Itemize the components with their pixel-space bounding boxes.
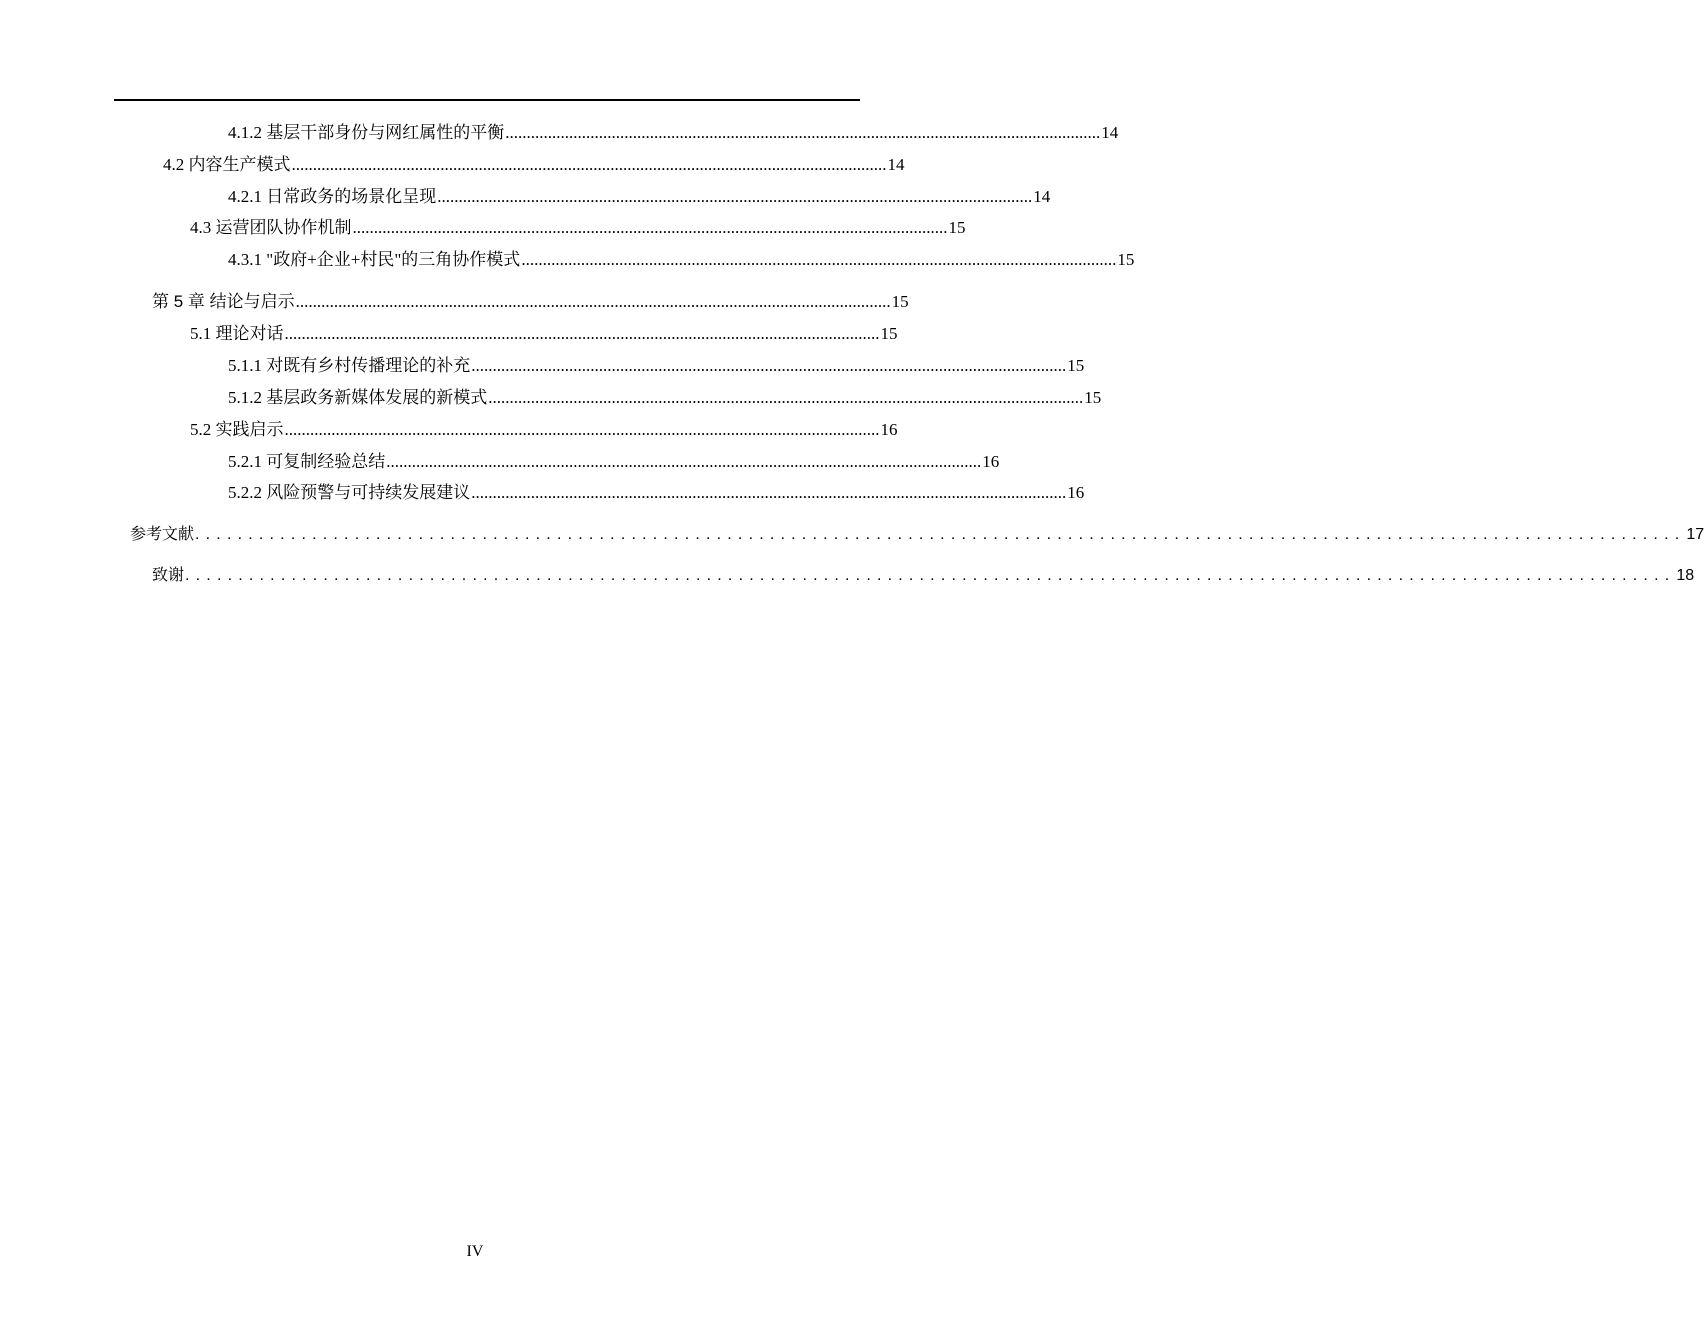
toc-leader-dots: ............................................................................................................................................ [295,292,891,311]
toc-entry-title: 5.2.2 风险预警与可持续发展建议 [228,483,471,502]
toc-entry-page: 14 [1033,187,1051,206]
toc-entry-4-3[interactable] [190,216,966,240]
toc-entry-4-3-1[interactable] [228,248,1135,272]
toc-entry-page: 15 [1084,388,1102,407]
toc-leader-dots: ............................................................................................................................................ [471,483,1067,502]
toc-leader-dots: ............................................................................................................................................ [471,356,1067,375]
toc-entry-title: 5.2.1 可复制经验总结 [228,452,386,471]
toc-entry-page: 16 [982,452,1000,471]
toc-entry-5-2-2[interactable] [228,481,1085,505]
toc-leader-dots: ............................................................................................................................................ [505,123,1101,142]
toc-entry-title: 4.1.2 基层干部身份与网红属性的平衡 [228,123,505,142]
toc-leader-dots: ............................................................................................................................................ [437,187,1033,206]
toc-entry-page: 15 [1117,250,1135,269]
toc-entry-page: 14 [887,155,905,174]
toc-entry-5-2-1[interactable] [228,450,1000,474]
toc-leader-dots: ............................................................................................................................................ [185,567,1676,584]
toc-entry-title: 第 5 章 结论与启示 [152,292,295,311]
toc-leader-dots: ............................................................................................................................................ [195,526,1686,543]
toc-entry-title: 5.1 理论对话 [190,324,284,343]
toc-entry-title: 4.2 内容生产模式 [163,155,291,174]
toc-entry-page: 15 [880,324,898,343]
toc-entry-title: 4.2.1 日常政务的场景化呈现 [228,187,437,206]
toc-entry-acknowledgements[interactable] [152,564,1695,588]
toc-leader-dots: ............................................................................................................................................ [291,155,887,174]
toc-entry-title: 参考文献 [130,526,195,543]
toc-entry-title: 5.2 实践启示 [190,420,284,439]
page-number: IV [466,1243,484,1260]
toc-entry-page: 15 [891,292,909,311]
toc-entry-4-2[interactable] [163,153,905,177]
toc-entry-title: 4.3.1 "政府+企业+村民"的三角协作模式 [228,250,521,269]
toc-entry-references[interactable] [130,523,1704,547]
toc-leader-dots: ............................................................................................................................................ [284,420,880,439]
toc-entry-page: 17 [1686,526,1704,543]
toc-entry-5-1-2[interactable] [228,386,1102,410]
toc-entry-4-1-2[interactable] [228,121,1119,145]
toc-entry-chapter-5[interactable] [152,290,909,314]
toc-entry-page: 14 [1101,123,1119,142]
toc-leader-dots: ............................................................................................................................................ [284,324,880,343]
toc-entry-title: 5.1.1 对既有乡村传播理论的补充 [228,356,471,375]
toc-entry-title: 4.3 运营团队协作机制 [190,218,352,237]
toc-entry-page: 15 [948,218,966,237]
toc-entry-page: 16 [880,420,898,439]
toc-entry-page: 15 [1067,356,1085,375]
header-rule [114,99,860,101]
toc-entry-page: 18 [1676,567,1695,584]
toc-entry-page: 16 [1067,483,1085,502]
toc-entry-5-2[interactable] [190,418,898,442]
toc-entry-4-2-1[interactable] [228,185,1051,209]
toc-entry-title: 致谢 [152,567,185,584]
toc-leader-dots: ............................................................................................................................................ [488,388,1084,407]
toc-entry-5-1-1[interactable] [228,354,1085,378]
toc-leader-dots: ............................................................................................................................................ [352,218,948,237]
toc-leader-dots: ............................................................................................................................................ [386,452,982,471]
toc-entry-title: 5.1.2 基层政务新媒体发展的新模式 [228,388,488,407]
toc-leader-dots: ............................................................................................................................................ [521,250,1117,269]
toc-entry-5-1[interactable] [190,322,898,346]
